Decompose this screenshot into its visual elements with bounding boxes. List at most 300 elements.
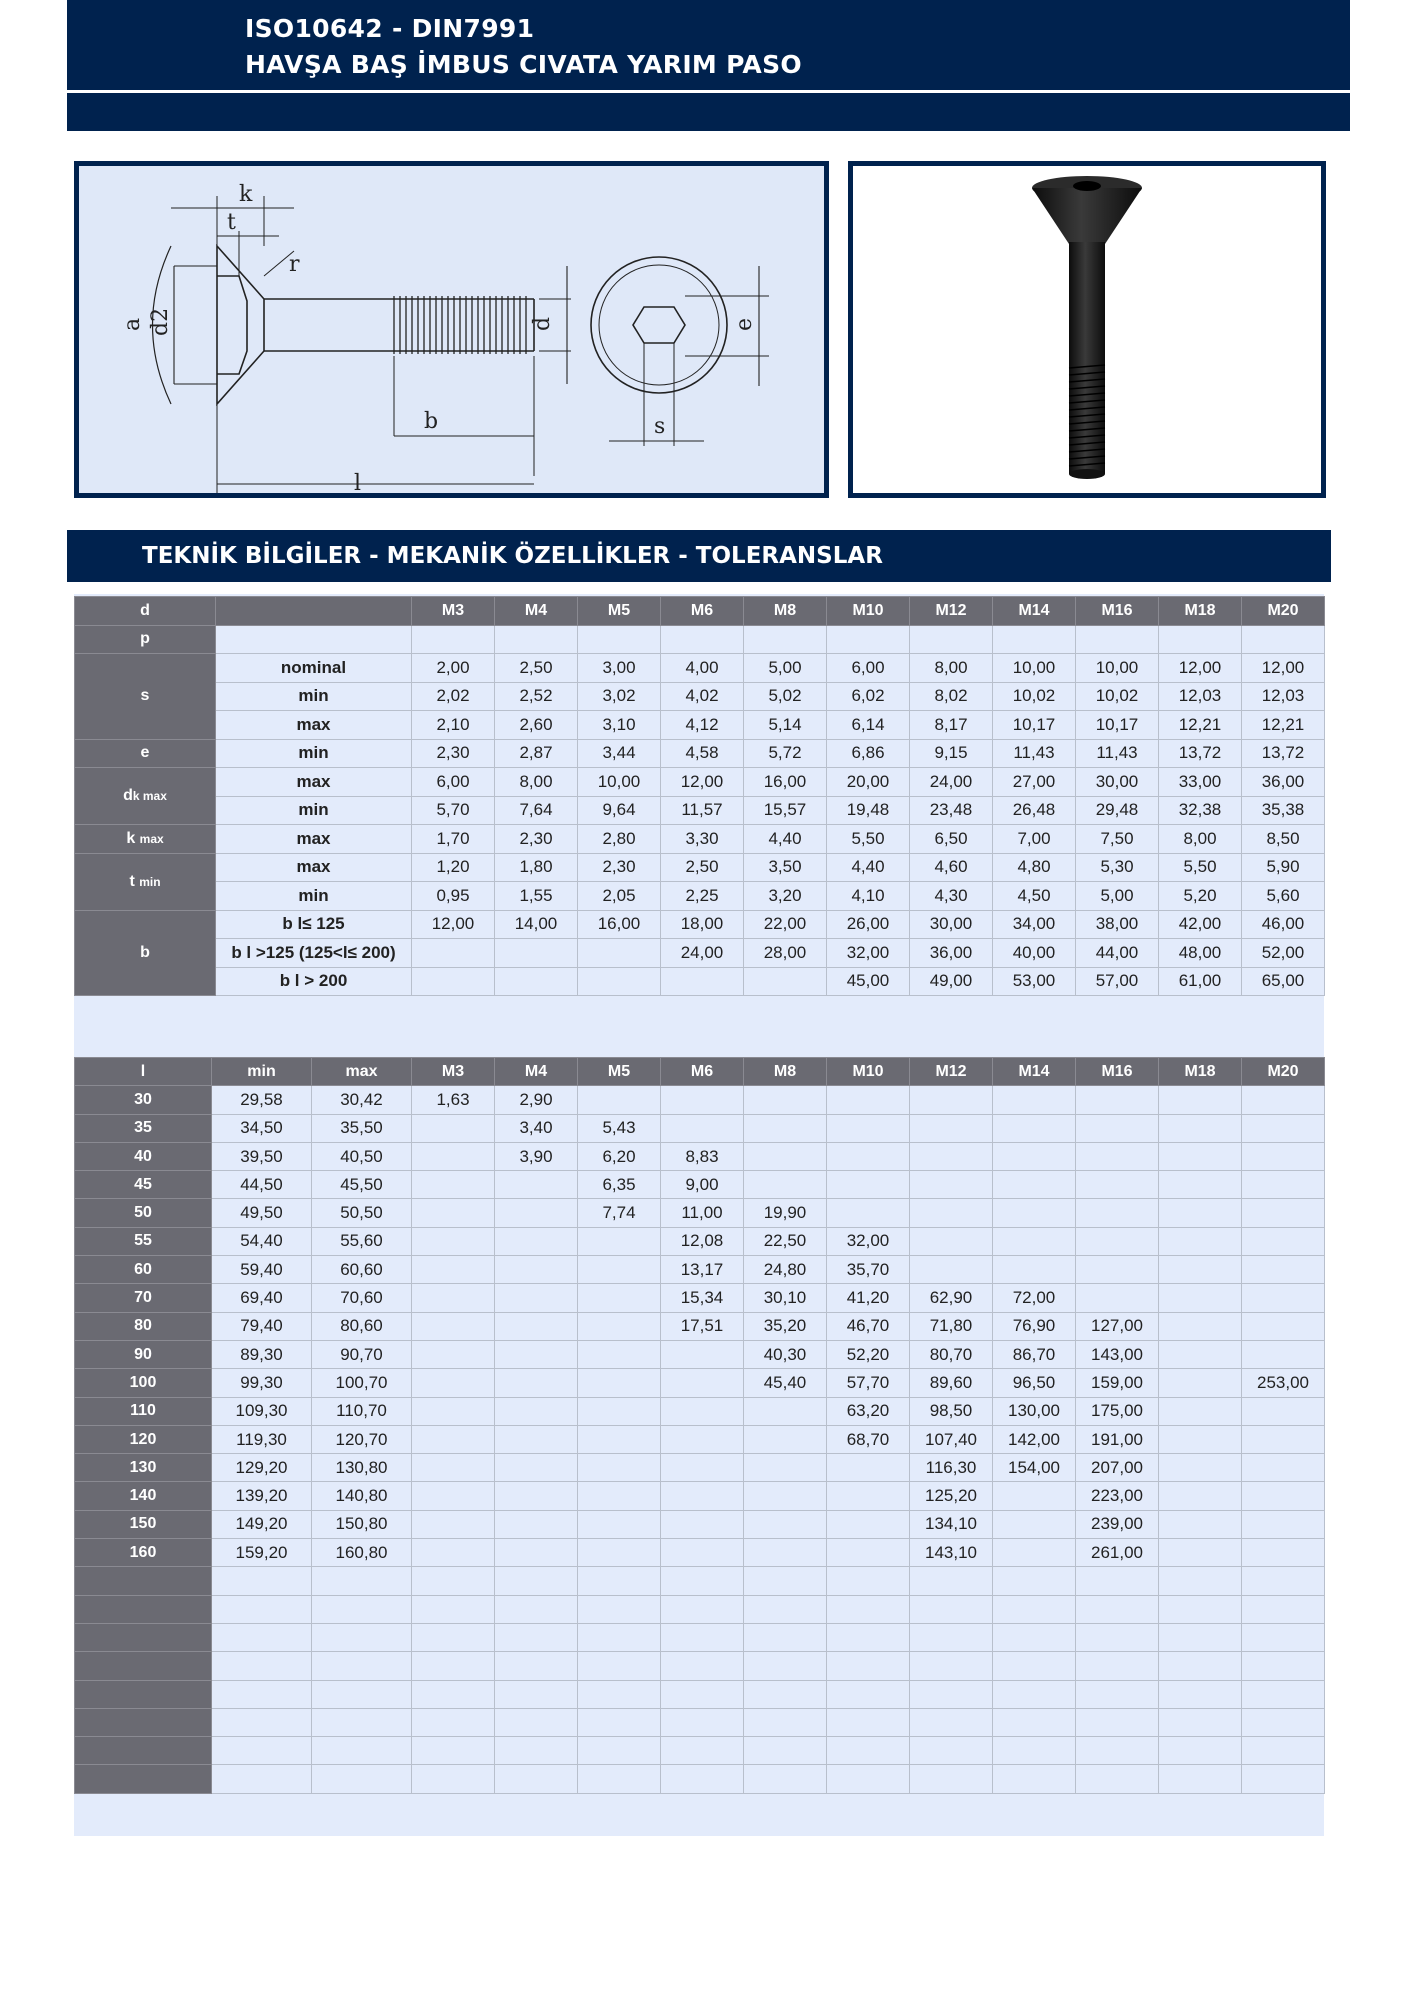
- cell-min: 129,20: [212, 1454, 312, 1482]
- cell-value: 76,90: [993, 1312, 1076, 1340]
- cell-value: [827, 1482, 910, 1510]
- cell-empty: [744, 1567, 827, 1595]
- cell-max: 140,80: [312, 1482, 412, 1510]
- cell-value: 12,08: [661, 1227, 744, 1255]
- cell-empty: [1076, 1737, 1159, 1765]
- cell-value: 7,00: [993, 825, 1076, 854]
- cell-empty: [212, 1623, 312, 1651]
- cell-empty: [661, 1567, 744, 1595]
- cell-value: 1,70: [412, 825, 495, 854]
- cell-value: [661, 1340, 744, 1368]
- cell-value: [827, 1454, 910, 1482]
- cell-value: 1,80: [495, 853, 578, 882]
- row-length: 50: [75, 1199, 212, 1227]
- cell-empty: [412, 1708, 495, 1736]
- cell-value: 4,12: [661, 711, 744, 740]
- table-row-empty: [75, 1680, 1325, 1708]
- cell-value: [827, 1142, 910, 1170]
- cell-empty: [495, 1595, 578, 1623]
- cell-value: 253,00: [1242, 1369, 1325, 1397]
- cell-value: 4,40: [744, 825, 827, 854]
- cell-empty: [1242, 1765, 1325, 1793]
- header-bar: [67, 93, 1350, 131]
- cell-value: 10,17: [1076, 711, 1159, 740]
- cell-empty: [661, 1623, 744, 1651]
- cell-value: 2,05: [578, 882, 661, 911]
- cell-empty: [661, 1595, 744, 1623]
- cell-value: [1076, 1284, 1159, 1312]
- cell-empty: [495, 1652, 578, 1680]
- cell-value: [1076, 1086, 1159, 1114]
- table-row: [75, 768, 1325, 797]
- cell-value: 5,00: [1076, 882, 1159, 911]
- cell-value: 2,52: [495, 682, 578, 711]
- cell-value: 30,00: [1076, 768, 1159, 797]
- cell-empty: [910, 1623, 993, 1651]
- cell-value: 11,57: [661, 796, 744, 825]
- cell-value: [744, 1425, 827, 1453]
- cell-empty: [412, 1680, 495, 1708]
- cell-max: 45,50: [312, 1171, 412, 1199]
- header-size: M3: [412, 597, 495, 626]
- table-row: [75, 682, 1325, 711]
- cell-value: 4,00: [661, 654, 744, 683]
- header-size: M20: [1242, 1058, 1325, 1086]
- cell-value: 52,20: [827, 1340, 910, 1368]
- row-length: 160: [75, 1539, 212, 1567]
- cell-value: [495, 1539, 578, 1567]
- row-label-s: s: [75, 654, 216, 740]
- row-sublabel: max: [216, 711, 412, 740]
- header-size: M8: [744, 1058, 827, 1086]
- cell-value: 62,90: [910, 1284, 993, 1312]
- cell-value: [993, 1539, 1076, 1567]
- technical-drawing: [74, 161, 829, 498]
- cell-empty: [312, 1765, 412, 1793]
- cell-empty: [1076, 1652, 1159, 1680]
- header-size: M16: [1076, 1058, 1159, 1086]
- row-length: 90: [75, 1340, 212, 1368]
- cell-value: 7,64: [495, 796, 578, 825]
- cell-min: 139,20: [212, 1482, 312, 1510]
- cell-value: 28,00: [744, 939, 827, 968]
- row-length: 40: [75, 1142, 212, 1170]
- cell-empty: [578, 1737, 661, 1765]
- cell-value: 6,86: [827, 739, 910, 768]
- cell-empty: [1159, 1567, 1242, 1595]
- header-l: l: [75, 1058, 212, 1086]
- table-row-empty: [75, 1595, 1325, 1623]
- cell-max: 70,60: [312, 1284, 412, 1312]
- cell-empty: [1159, 1737, 1242, 1765]
- cell-value: [412, 1340, 495, 1368]
- cell-value: 12,00: [412, 910, 495, 939]
- cell-value: 4,40: [827, 853, 910, 882]
- cell-empty: [495, 1737, 578, 1765]
- cell-empty: [312, 1708, 412, 1736]
- cell-value: 33,00: [1159, 768, 1242, 797]
- cell-value: 4,30: [910, 882, 993, 911]
- cell-empty: [744, 1595, 827, 1623]
- cell-value: [578, 1312, 661, 1340]
- cell-value: 5,70: [412, 796, 495, 825]
- cell-max: 150,80: [312, 1510, 412, 1538]
- cell-empty: [993, 1567, 1076, 1595]
- cell-value: 3,40: [495, 1114, 578, 1142]
- cell-value: 12,00: [1159, 654, 1242, 683]
- cell-value: [827, 1086, 910, 1114]
- header-size: M16: [1076, 597, 1159, 626]
- cell-value: [412, 1425, 495, 1453]
- cell-value: 30,00: [910, 910, 993, 939]
- cell-empty: [212, 1652, 312, 1680]
- cell-empty: [661, 625, 744, 654]
- cell-value: [661, 1454, 744, 1482]
- cell-value: [1159, 1142, 1242, 1170]
- cell-value: 71,80: [910, 1312, 993, 1340]
- cell-empty: [412, 625, 495, 654]
- cell-empty: [1242, 1595, 1325, 1623]
- cell-value: 32,00: [827, 1227, 910, 1255]
- cell-empty: [1159, 1623, 1242, 1651]
- cell-value: [1159, 1397, 1242, 1425]
- cell-value: [495, 1397, 578, 1425]
- cell-value: [412, 1510, 495, 1538]
- cell-value: 27,00: [993, 768, 1076, 797]
- cell-value: 3,10: [578, 711, 661, 740]
- cell-empty: [910, 1595, 993, 1623]
- cell-value: [1159, 1425, 1242, 1453]
- cell-value: [744, 1397, 827, 1425]
- cell-empty: [1242, 1567, 1325, 1595]
- cell-value: 223,00: [1076, 1482, 1159, 1510]
- cell-value: 5,20: [1159, 882, 1242, 911]
- cell-value: 13,72: [1159, 739, 1242, 768]
- cell-value: 143,10: [910, 1539, 993, 1567]
- cell-value: 10,00: [1076, 654, 1159, 683]
- cell-value: 68,70: [827, 1425, 910, 1453]
- table-row: [75, 1425, 1325, 1453]
- cell-value: [1159, 1199, 1242, 1227]
- cell-value: [412, 1199, 495, 1227]
- cell-value: 2,30: [495, 825, 578, 854]
- header-size: M8: [744, 597, 827, 626]
- cell-empty: [910, 625, 993, 654]
- cell-value: [495, 1312, 578, 1340]
- cell-value: [495, 1199, 578, 1227]
- cell-value: 15,34: [661, 1284, 744, 1312]
- cell-min: 39,50: [212, 1142, 312, 1170]
- cell-value: 36,00: [1242, 768, 1325, 797]
- row-length: 30: [75, 1086, 212, 1114]
- table-row: [75, 967, 1325, 996]
- table-row-empty: [75, 1737, 1325, 1765]
- cell-value: [578, 1284, 661, 1312]
- table-row: [75, 654, 1325, 683]
- cell-value: 4,58: [661, 739, 744, 768]
- cell-value: 49,00: [910, 967, 993, 996]
- cell-value: [1076, 1114, 1159, 1142]
- cell-empty: [1159, 1765, 1242, 1793]
- cell-value: [578, 1340, 661, 1368]
- cell-value: [578, 1227, 661, 1255]
- cell-value: 261,00: [1076, 1539, 1159, 1567]
- label-a: a: [120, 317, 145, 331]
- cell-value: [412, 1539, 495, 1567]
- cell-value: [661, 1510, 744, 1538]
- cell-value: [412, 1171, 495, 1199]
- cell-value: [495, 1171, 578, 1199]
- label-t: t: [227, 210, 236, 235]
- cell-value: 19,48: [827, 796, 910, 825]
- cell-value: [412, 1454, 495, 1482]
- cell-empty: [744, 1765, 827, 1793]
- cell-value: 24,80: [744, 1256, 827, 1284]
- cell-value: 45,00: [827, 967, 910, 996]
- cell-empty: [1076, 625, 1159, 654]
- cell-value: 19,90: [744, 1199, 827, 1227]
- cell-value: 20,00: [827, 768, 910, 797]
- cell-value: 125,20: [910, 1482, 993, 1510]
- cell-empty: [993, 625, 1076, 654]
- cell-empty: [1242, 1623, 1325, 1651]
- table-row-empty: [75, 1765, 1325, 1793]
- table-row-empty: [75, 1623, 1325, 1651]
- cell-value: 1,20: [412, 853, 495, 882]
- label-d2: d2: [148, 307, 173, 336]
- cell-value: [1242, 1114, 1325, 1142]
- cell-value: [578, 1256, 661, 1284]
- cell-value: [578, 1510, 661, 1538]
- cell-empty: [1159, 1652, 1242, 1680]
- label-b: b: [424, 409, 439, 434]
- cell-value: [578, 1397, 661, 1425]
- cell-value: [1242, 1199, 1325, 1227]
- cell-value: 6,02: [827, 682, 910, 711]
- cell-value: 11,43: [993, 739, 1076, 768]
- cell-min: 54,40: [212, 1227, 312, 1255]
- row-length: 130: [75, 1454, 212, 1482]
- cell-value: [993, 1227, 1076, 1255]
- cell-value: [910, 1142, 993, 1170]
- cell-min: 109,30: [212, 1397, 312, 1425]
- cell-value: 61,00: [1159, 967, 1242, 996]
- bolt-photo: [853, 166, 1321, 493]
- cell-value: [744, 1510, 827, 1538]
- row-sublabel: nominal: [216, 654, 412, 683]
- cell-value: 46,70: [827, 1312, 910, 1340]
- cell-max: 90,70: [312, 1340, 412, 1368]
- cell-value: [910, 1114, 993, 1142]
- cell-value: 2,30: [578, 853, 661, 882]
- row-sublabel: b l≤ 125: [216, 910, 412, 939]
- cell-value: 57,00: [1076, 967, 1159, 996]
- cell-value: 5,30: [1076, 853, 1159, 882]
- cell-empty: [661, 1765, 744, 1793]
- cell-empty: [1076, 1708, 1159, 1736]
- cell-empty: [993, 1708, 1076, 1736]
- cell-value: 2,50: [495, 654, 578, 683]
- cell-empty: [312, 1567, 412, 1595]
- header-blank: [216, 597, 412, 626]
- cell-value: [744, 967, 827, 996]
- cell-empty: [1076, 1680, 1159, 1708]
- table-row-empty: [75, 1652, 1325, 1680]
- cell-value: [744, 1171, 827, 1199]
- cell-value: 36,00: [910, 939, 993, 968]
- cell-value: 10,17: [993, 711, 1076, 740]
- cell-value: 107,40: [910, 1425, 993, 1453]
- label-k: k: [239, 182, 253, 207]
- cell-min: 89,30: [212, 1340, 312, 1368]
- cell-empty: [827, 1680, 910, 1708]
- cell-value: 12,21: [1159, 711, 1242, 740]
- cell-value: 26,00: [827, 910, 910, 939]
- cell-max: 30,42: [312, 1086, 412, 1114]
- cell-value: 46,00: [1242, 910, 1325, 939]
- cell-empty: [212, 1765, 312, 1793]
- header-size: M10: [827, 1058, 910, 1086]
- cell-value: 53,00: [993, 967, 1076, 996]
- cell-value: [412, 1284, 495, 1312]
- cell-value: 29,48: [1076, 796, 1159, 825]
- cell-empty: [495, 1567, 578, 1595]
- cell-min: 99,30: [212, 1369, 312, 1397]
- cell-value: 154,00: [993, 1454, 1076, 1482]
- label-d: d: [530, 316, 555, 331]
- cell-value: [578, 939, 661, 968]
- cell-value: 5,00: [744, 654, 827, 683]
- cell-empty: [578, 1765, 661, 1793]
- cell-value: [495, 1340, 578, 1368]
- cell-min: 79,40: [212, 1312, 312, 1340]
- cell-empty: [312, 1680, 412, 1708]
- cell-value: [827, 1539, 910, 1567]
- cell-empty: [578, 1708, 661, 1736]
- cell-value: 10,00: [578, 768, 661, 797]
- cell-empty: [993, 1623, 1076, 1651]
- spec-table: [74, 596, 1325, 996]
- header-size: M12: [910, 597, 993, 626]
- cell-value: 26,48: [993, 796, 1076, 825]
- cell-min: 119,30: [212, 1425, 312, 1453]
- cell-min: 44,50: [212, 1171, 312, 1199]
- cell-value: 52,00: [1242, 939, 1325, 968]
- header-banner: [67, 0, 1350, 90]
- cell-empty: [661, 1680, 744, 1708]
- cell-value: 0,95: [412, 882, 495, 911]
- cell-empty: [1242, 1680, 1325, 1708]
- cell-value: 11,00: [661, 1199, 744, 1227]
- cell-value: 22,50: [744, 1227, 827, 1255]
- cell-empty: [312, 1595, 412, 1623]
- cell-value: [910, 1256, 993, 1284]
- cell-value: [910, 1199, 993, 1227]
- cell-value: [1159, 1454, 1242, 1482]
- table-row: [75, 1114, 1325, 1142]
- cell-value: [412, 1312, 495, 1340]
- cell-value: 9,00: [661, 1171, 744, 1199]
- row-label-p: p: [75, 625, 216, 654]
- row-length: [75, 1652, 212, 1680]
- cell-value: 6,35: [578, 1171, 661, 1199]
- cell-empty: [216, 625, 412, 654]
- table-row: [75, 1227, 1325, 1255]
- cell-empty: [910, 1708, 993, 1736]
- cell-value: 6,00: [827, 654, 910, 683]
- cell-empty: [1242, 1737, 1325, 1765]
- cell-value: 3,20: [744, 882, 827, 911]
- cell-empty: [212, 1567, 312, 1595]
- cell-value: 65,00: [1242, 967, 1325, 996]
- cell-empty: [1159, 625, 1242, 654]
- cell-value: [1159, 1284, 1242, 1312]
- cell-value: 24,00: [910, 768, 993, 797]
- table-row: [75, 1510, 1325, 1538]
- cell-value: [661, 1482, 744, 1510]
- header-size: M14: [993, 1058, 1076, 1086]
- cell-value: 32,00: [827, 939, 910, 968]
- header-size: M18: [1159, 597, 1242, 626]
- cell-empty: [312, 1623, 412, 1651]
- cell-value: 116,30: [910, 1454, 993, 1482]
- cell-value: 5,50: [1159, 853, 1242, 882]
- cell-value: 89,60: [910, 1369, 993, 1397]
- cell-empty: [1159, 1680, 1242, 1708]
- table-row: [75, 1482, 1325, 1510]
- cell-empty: [744, 1680, 827, 1708]
- row-length: 140: [75, 1482, 212, 1510]
- weight-table: [74, 1057, 1325, 1794]
- row-sublabel: min: [216, 682, 412, 711]
- cell-empty: [827, 1595, 910, 1623]
- cell-value: 4,60: [910, 853, 993, 882]
- cell-empty: [910, 1737, 993, 1765]
- row-label-b: b: [75, 910, 216, 996]
- header-size: M10: [827, 597, 910, 626]
- table-row: [75, 1454, 1325, 1482]
- cell-empty: [993, 1765, 1076, 1793]
- cell-min: 59,40: [212, 1256, 312, 1284]
- row-length: [75, 1737, 212, 1765]
- table-row-empty: [75, 1708, 1325, 1736]
- cell-value: [578, 1425, 661, 1453]
- row-sublabel: b l >125 (125<l≤ 200): [216, 939, 412, 968]
- cell-value: [578, 1454, 661, 1482]
- cell-empty: [1076, 1623, 1159, 1651]
- table-area: [74, 594, 1324, 1836]
- table-row: [75, 1369, 1325, 1397]
- cell-empty: [993, 1737, 1076, 1765]
- cell-value: 6,50: [910, 825, 993, 854]
- cell-value: 6,20: [578, 1142, 661, 1170]
- cell-value: 3,02: [578, 682, 661, 711]
- cell-value: 12,21: [1242, 711, 1325, 740]
- cell-value: [495, 1425, 578, 1453]
- cell-value: [993, 1086, 1076, 1114]
- cell-value: 2,87: [495, 739, 578, 768]
- cell-max: 130,80: [312, 1454, 412, 1482]
- cell-value: 80,70: [910, 1340, 993, 1368]
- cell-empty: [1076, 1567, 1159, 1595]
- cell-value: 2,90: [495, 1086, 578, 1114]
- cell-value: 41,20: [827, 1284, 910, 1312]
- cell-value: [495, 1369, 578, 1397]
- cell-value: 40,00: [993, 939, 1076, 968]
- section-title: TEKNİK BİLGİLER - MEKANİK ÖZELLİKLER - TOLERANSLAR: [142, 543, 883, 569]
- cell-value: [1076, 1142, 1159, 1170]
- row-length: 150: [75, 1510, 212, 1538]
